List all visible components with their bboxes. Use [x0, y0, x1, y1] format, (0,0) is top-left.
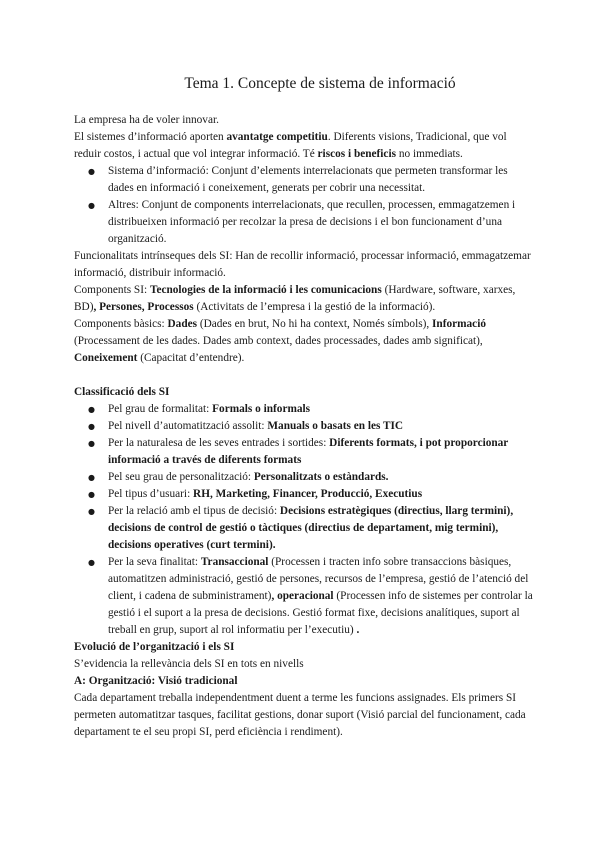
page-title: Tema 1. Concepte de sistema de informació	[184, 75, 456, 92]
list-item: ● Altres: Conjunt de components interrelacionats, que recullen, processen, emmagatzemen i distribueixen informació per recolzar la presa de decisions i el bon funcionament d’una organització.	[74, 197, 534, 248]
classification-heading: Classificació dels SI	[74, 386, 170, 398]
components-basic-paragraph: Components bàsics: Dades (Dades en brut, No hi ha context, Només símbols), Informació (Processament de les dades. Dades amb context, dades processades, dades amb significat), Coneixement (Capacitat d’entendre).	[74, 318, 486, 364]
list-item: ● Pel grau de formalitat: Formals o informals	[74, 401, 534, 418]
document-body	[74, 112, 534, 741]
classification-list	[74, 401, 534, 639]
components-si-paragraph: Components SI: Tecnologies de la informació i les comunicacions (Hardware, software, xarxes, BD), Persones, Processos (Activitats de l’empresa i la gestió de la informació).	[74, 284, 516, 313]
list-item: ● Pel tipus d’usuari: RH, Marketing, Financer, Producció, Executius	[74, 486, 534, 503]
list-item: ● Pel nivell d’automatització assolit: Manuals o basats en les TIC	[74, 418, 534, 435]
evolution-line: S’evidencia la rellevància dels SI en tots en nivells	[74, 658, 304, 670]
definitions-list	[74, 163, 534, 248]
intro-line: La empresa ha de voler innovar.	[74, 114, 219, 126]
intro-paragraph: El sistemes d’informació aporten avantatge competitiu. Diferents visions, Tradicional, que vol reduir costos, i actual que vol integrar informació. Té riscos i beneficis no immediats.	[74, 131, 507, 160]
evolution-heading: Evolució de l’organització i els SI	[74, 641, 235, 653]
section-a-text: Cada departament treballa independentment duent a terme les funcions assignades. Els primers SI permeten automatitzar tasques, facilitat gestions, donar suport (Visió parcial del funcionament, cada departament te el seu propi SI, perd eficiència i rendiment).	[74, 692, 526, 738]
list-item: ● Sistema d’informació: Conjunt d’elements interrelacionats que permeten transformar les dades en informació i coneixement, generats per cobrir una necessitat.	[74, 163, 534, 197]
section-a-heading: A: Organització: Visió tradicional	[74, 675, 238, 687]
list-item: ● Per la seva finalitat: Transaccional (Processen i tracten info sobre transaccions bàsiques, automatitzen administració, gestió de persones, recursos de l’empresa, gestió de l’atenció del client, i cadena de subministrament), operacional (Processen info de sistemes per controlar la gestió i el suport a la presa de decisions. Gestió format fixe, decisions analítiques, suport al treball en grup, suport al rol informatiu per l’executiu) .	[74, 554, 534, 639]
functionalities-paragraph: Funcionalitats intrínseques dels SI: Han de recollir informació, processar informació, emmagatzemar informació, distribuir informació.	[74, 250, 531, 279]
list-item: ● Per la naturalesa de les seves entrades i sortides: Diferents formats, i pot proporcionar informació a través de diferents formats	[74, 435, 534, 469]
list-item: ● Per la relació amb el tipus de decisió: Decisions estratègiques (directius, llarg termini), decisions de control de gestió o tàctiques (directius de departament, mig termini), decisions operatives (curt termini).	[74, 503, 534, 554]
list-item: ● Pel seu grau de personalització: Personalitzats o estàndards.	[74, 469, 534, 486]
